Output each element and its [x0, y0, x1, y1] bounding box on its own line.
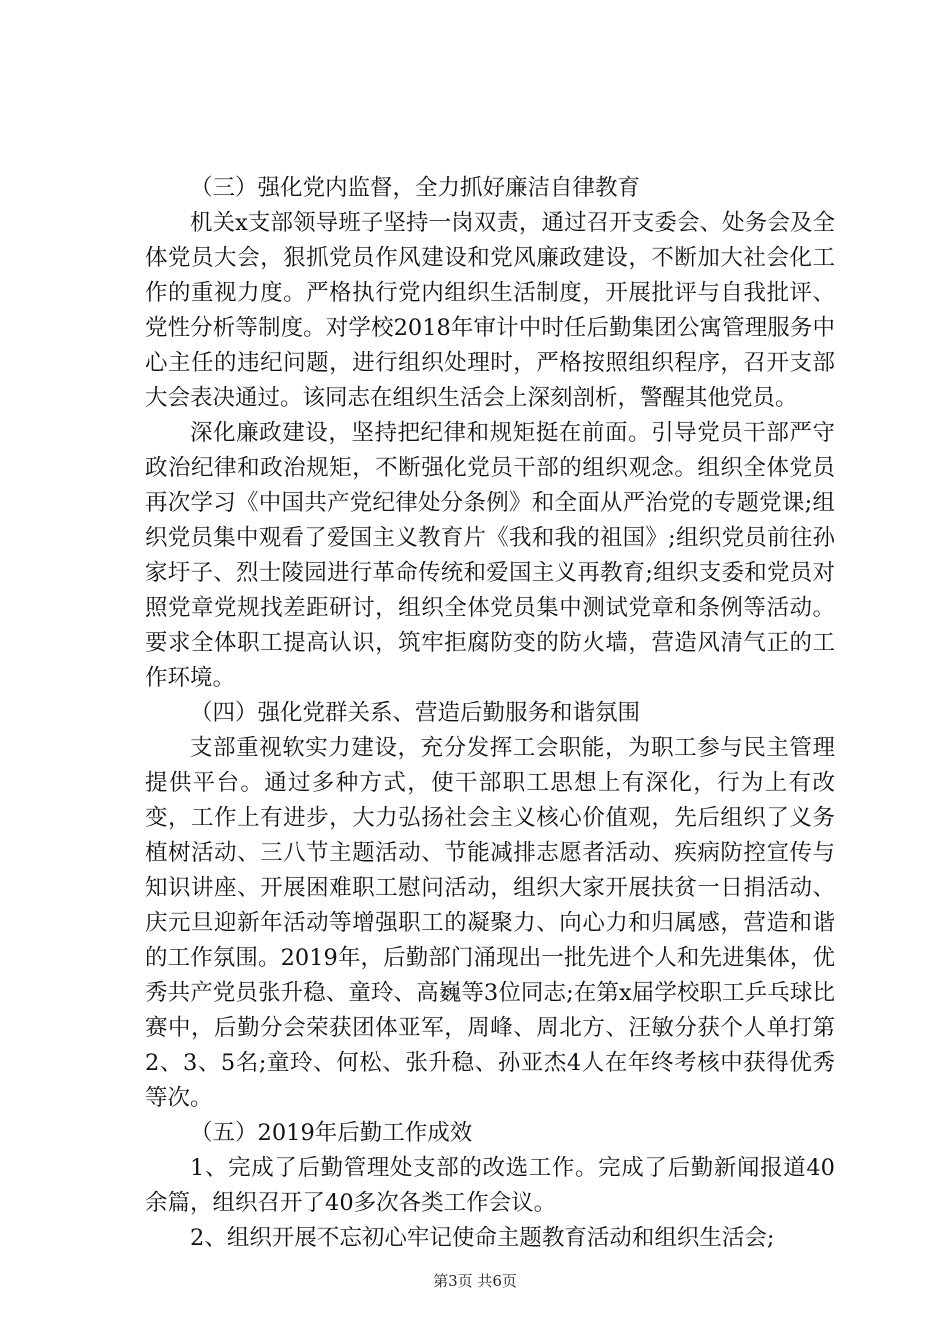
list-item: 1、完成了后勤管理处支部的改选工作。完成了后勤新闻报道40余篇，组织召开了40多次各类工作会议。 — [145, 1155, 835, 1216]
paragraph: 机关x支部领导班子坚持一岗双责，通过召开支委会、处务会及全体党员大会，狠抓党员作风建设和党风廉政建设，不断加大社会化工作的重视力度。严格执行党内组织生活制度，开展批评与自我批评、党性分析等制度。对学校2018年审计中时任后勤集团公寓管理服务中心主任的违纪问题，进行组织处理时，严格按照组织程序，召开支部大会表决通过。该同志在组织生活会上深刻剖析，警醒其他党员。 — [145, 210, 835, 411]
section-heading-4: （四）强化党群关系、营造后勤服务和谐氛围 — [190, 700, 641, 726]
paragraph: 支部重视软实力建设，充分发挥工会职能，为职工参与民主管理提供平台。通过多种方式，使干部职工思想上有深化，行为上有改变，工作上有进步，大力弘扬社会主义核心价值观，先后组织了义务植树活动、三八节主题活动、节能减排志愿者活动、疾病防控宣传与知识讲座、开展困难职工慰问活动，组织大家开展扶贫一日捐活动、庆元旦迎新年活动等增强职工的凝聚力、向心力和归属感，营造和谐的工作氛围。2019年，后勤部门涌现出一批先进个人和先进集体，优秀共产党员张升稳、童玲、高巍等3位同志;在第x届学校职工乒乓球比赛中，后勤分会荣获团体亚军，周峰、周北方、汪敏分获个人单打第2、3、5名;童玲、何松、张升稳、孙亚杰4人在年终考核中获得优秀等次。 — [145, 735, 835, 1111]
section-heading-3: （三）强化党内监督，全力抓好廉洁自律教育 — [190, 175, 641, 201]
paragraph: 深化廉政建设，坚持把纪律和规矩挺在前面。引导党员干部严守政治纪律和政治规矩，不断强化党员干部的组织观念。组织全体党员再次学习《中国共产党纪律处分条例》和全面从严治党的专题党课;组织党员集中观看了爱国主义教育片《我和我的祖国》;组织党员前往孙家圩子、烈士陵园进行革命传统和爱国主义再教育;组织支委和党员对照党章党规找差距研讨，组织全体党员集中测试党章和条例等活动。要求全体职工提高认识，筑牢拒腐防变的防火墙，营造风清气正的工作环境。 — [145, 420, 835, 691]
document-body — [145, 171, 835, 1256]
section-heading-5: （五）2019年后勤工作成效 — [190, 1120, 473, 1146]
list-item: 2、组织开展不忘初心牢记使命主题教育活动和组织生活会; — [190, 1225, 775, 1251]
page-footer: 第3页 共6页 — [433, 1272, 517, 1290]
